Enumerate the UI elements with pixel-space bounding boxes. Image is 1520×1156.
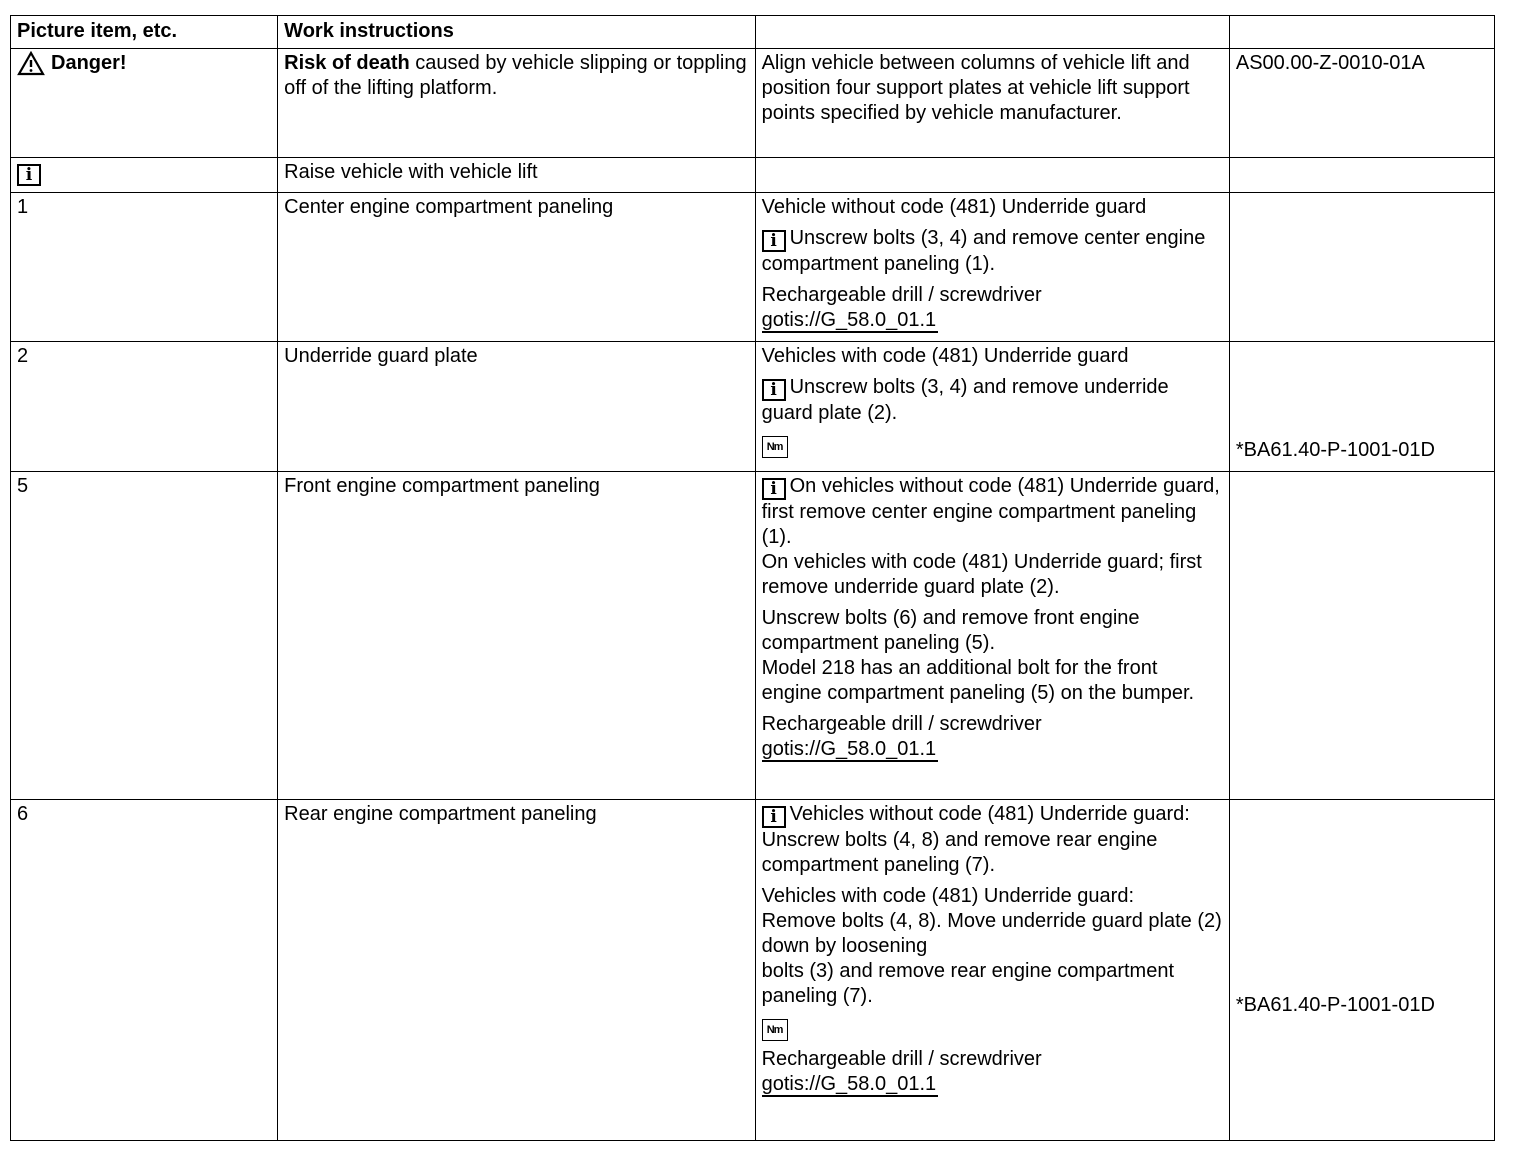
instruction-cell bbox=[755, 342, 1229, 472]
note-paragraph bbox=[762, 802, 1223, 828]
raise-row bbox=[11, 158, 1495, 193]
danger-action-text: Align vehicle between columns of vehicle lift and position four support plates at vehicle lift support points specified by vehicle manufacturer. bbox=[761, 52, 1190, 124]
header-picture-item: Picture item, etc. bbox=[11, 16, 278, 49]
header-blank-3 bbox=[755, 16, 1229, 49]
gotis-link[interactable]: gotis://G_58.0_01.1 bbox=[761, 738, 937, 760]
item-number-cell bbox=[11, 800, 278, 1141]
danger-row bbox=[11, 49, 1495, 158]
step-text: Unscrew bolts (6) and remove front engine compartment paneling (5). bbox=[761, 607, 1140, 654]
gotis-link[interactable]: gotis://G_58.0_01.1 bbox=[761, 1073, 937, 1095]
table-row-item-1 bbox=[11, 193, 1495, 342]
item-number: 2 bbox=[17, 345, 29, 367]
warning-triangle-icon bbox=[17, 51, 45, 76]
raise-blank-4 bbox=[1229, 158, 1494, 193]
step-text: Unscrew bolts (3, 4) and remove center engine compartment paneling (1). bbox=[761, 227, 1206, 275]
raise-blank-3 bbox=[755, 158, 1229, 193]
item-number-cell bbox=[11, 342, 278, 472]
work-instructions-table bbox=[10, 15, 1495, 1141]
info-icon: i bbox=[762, 230, 786, 252]
work-instructions-document bbox=[10, 15, 1495, 1141]
step-text-2a: Remove bolts (4, 8). Move underride guard plate (2) down by loosening bbox=[761, 910, 1222, 957]
info-icon: i bbox=[762, 478, 786, 500]
note-text-1: On vehicles without code (481) Underride guard, first remove center engine compartment paneling (1). bbox=[761, 475, 1220, 548]
step-text-1: Unscrew bolts (4, 8) and remove rear engine compartment paneling (7). bbox=[761, 829, 1158, 876]
reference-cell bbox=[1229, 472, 1494, 800]
raise-icon-cell bbox=[11, 158, 278, 193]
danger-action-cell bbox=[755, 49, 1229, 158]
danger-reference: AS00.00-Z-0010-01A bbox=[1235, 52, 1425, 74]
gotis-link[interactable]: gotis://G_58.0_01.1 bbox=[761, 309, 937, 331]
item-number-cell bbox=[11, 472, 278, 800]
info-icon: i bbox=[17, 164, 41, 186]
instruction-cell bbox=[755, 472, 1229, 800]
torque-reference: *BA61.40-P-1001-01D bbox=[1235, 993, 1435, 1016]
header-blank-4 bbox=[1229, 16, 1494, 49]
reference-cell bbox=[1229, 342, 1494, 472]
part-name-cell bbox=[278, 342, 755, 472]
reference-cell bbox=[1229, 193, 1494, 342]
instruction-cell bbox=[755, 193, 1229, 342]
danger-label-group bbox=[17, 51, 127, 76]
risk-of-death-label: Risk of death bbox=[284, 52, 410, 74]
step-text: Unscrew bolts (3, 4) and remove underride guard plate (2). bbox=[761, 376, 1169, 424]
table-row-item-5 bbox=[11, 472, 1495, 800]
condition-text: Vehicle without code (481) Underride guard bbox=[761, 196, 1147, 218]
note-paragraph bbox=[762, 474, 1223, 550]
step-paragraph bbox=[762, 375, 1223, 426]
note-text-2: On vehicles with code (481) Underride guard; first remove underride guard plate (2). bbox=[761, 551, 1202, 598]
tool-text: Rechargeable drill / screwdriver bbox=[761, 1048, 1042, 1070]
item-number: 6 bbox=[17, 803, 29, 825]
info-icon: i bbox=[762, 379, 786, 401]
torque-nm-icon[interactable]: Nm bbox=[762, 1019, 788, 1041]
part-name: Underride guard plate bbox=[284, 345, 478, 367]
part-name-cell bbox=[278, 472, 755, 800]
danger-cell bbox=[11, 49, 278, 158]
reference-cell bbox=[1229, 800, 1494, 1141]
torque-nm-icon[interactable]: Nm bbox=[762, 436, 788, 458]
torque-reference: *BA61.40-P-1001-01D bbox=[1235, 439, 1435, 461]
part-name-cell bbox=[278, 193, 755, 342]
table-row-item-6 bbox=[11, 800, 1495, 1141]
raise-instruction-cell bbox=[278, 158, 755, 193]
danger-label: Danger! bbox=[51, 52, 127, 74]
raise-instruction: Raise vehicle with vehicle lift bbox=[284, 161, 538, 183]
table-row-item-2 bbox=[11, 342, 1495, 472]
torque-paragraph bbox=[762, 432, 1223, 458]
risk-cell bbox=[278, 49, 755, 158]
tool-text: Rechargeable drill / screwdriver bbox=[761, 284, 1042, 306]
part-name: Rear engine compartment paneling bbox=[284, 803, 597, 825]
part-name: Center engine compartment paneling bbox=[284, 196, 614, 218]
instruction-cell bbox=[755, 800, 1229, 1141]
danger-ref-cell bbox=[1229, 49, 1494, 158]
condition-text-2: Vehicles with code (481) Underride guard: bbox=[761, 885, 1135, 907]
item-number: 1 bbox=[17, 196, 29, 218]
item-number: 5 bbox=[17, 475, 29, 497]
item-number-cell bbox=[11, 193, 278, 342]
note-text-1: Vehicles without code (481) Underride guard: bbox=[789, 803, 1190, 825]
risk-description: caused by vehicle slipping or toppling off of the lifting platform. bbox=[284, 52, 747, 99]
model-note-text: Model 218 has an additional bolt for the front engine compartment paneling (5) on the bumper. bbox=[761, 657, 1195, 704]
part-name-cell bbox=[278, 800, 755, 1141]
table-header-row bbox=[11, 16, 1495, 49]
condition-text: Vehicles with code (481) Underride guard bbox=[761, 345, 1129, 367]
info-icon: i bbox=[762, 806, 786, 828]
tool-text: Rechargeable drill / screwdriver bbox=[761, 713, 1042, 735]
step-text-2b: bolts (3) and remove rear engine compartment paneling (7). bbox=[761, 960, 1174, 1007]
torque-paragraph bbox=[762, 1015, 1223, 1041]
header-work-instructions: Work instructions bbox=[278, 16, 755, 49]
step-paragraph bbox=[762, 226, 1223, 277]
part-name: Front engine compartment paneling bbox=[284, 475, 600, 497]
